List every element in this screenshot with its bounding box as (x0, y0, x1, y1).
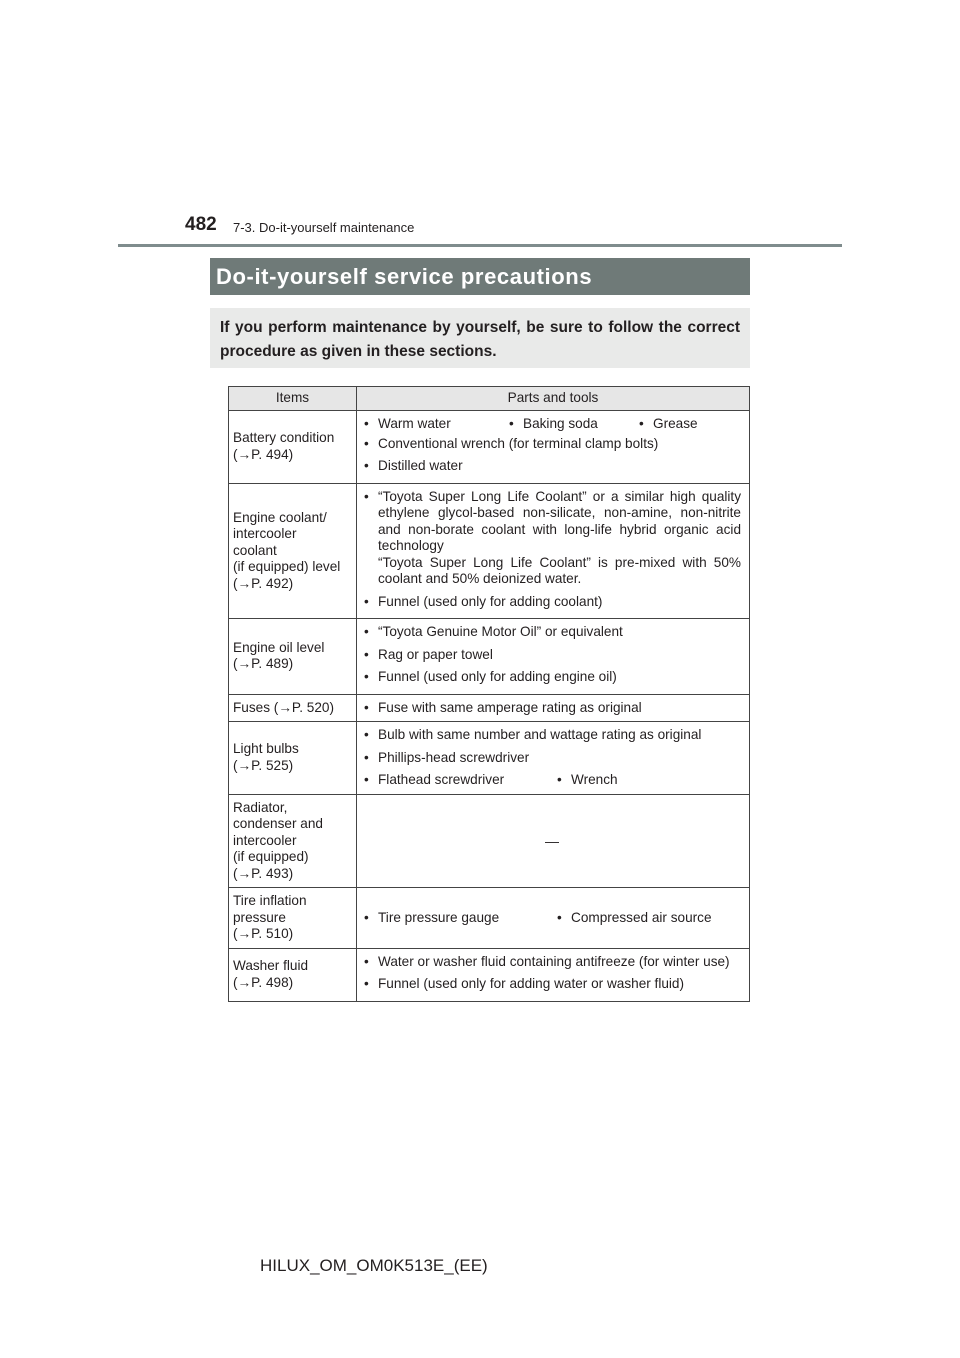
table-row-engine-coolant (229, 483, 750, 619)
tool-inline-row (363, 416, 741, 433)
page-number: 482 (185, 214, 217, 235)
tool-inline-row (363, 910, 741, 927)
table-header-row (229, 387, 750, 411)
section-label: 7-3. Do-it-yourself maintenance (233, 220, 415, 235)
tools-cell (357, 619, 750, 695)
tool-item: • Warm water (364, 416, 451, 431)
item-line: (→P. 492) (233, 575, 294, 591)
item-cell (229, 722, 357, 795)
item-line: (if equipped) (233, 849, 309, 864)
intro-note: If you perform maintenance by yourself, be sure to follow the correct procedure as given in these sections. (210, 308, 750, 368)
bullet-icon: • (364, 458, 369, 473)
tool-item: • Phillips-head screwdriver (364, 749, 530, 765)
bullet-icon: • (364, 669, 369, 684)
bullet-icon: • (364, 772, 369, 787)
item-cell (229, 411, 357, 484)
tool-inline-row (363, 772, 741, 789)
bullet-icon: • (364, 976, 369, 991)
bullet-icon: • (364, 749, 369, 765)
bullet-icon: • (364, 646, 369, 662)
table-row-fuses (229, 694, 750, 722)
item-cell (229, 483, 357, 619)
item-line: (→P. 493) (233, 865, 294, 881)
bullet-icon: • (557, 772, 562, 787)
not-applicable-dash: — (545, 832, 559, 849)
document-code: HILUX_OM_OM0K513E_(EE) (260, 1256, 488, 1275)
item-line: (→P. 494) (233, 446, 294, 462)
tool-item: • “Toyota Super Long Life Coolant” or a similar high quality ethylene glycol-based non-silicate, non-amine, non-nitrite and non-borate coolant with long-life hybrid organic acid technology “Toyota Super Long Life Coolant” is pre-mixed with 50% coolant and 50% deionized water. (364, 488, 741, 586)
bullet-icon: • (557, 909, 562, 925)
bullet-icon: • (364, 416, 369, 431)
item-cell (229, 948, 357, 1001)
item-line: intercooler (233, 526, 297, 541)
item-line: (→P. 510) (233, 926, 294, 941)
item-line: Engine oil level (233, 639, 325, 655)
bullet-icon: • (364, 435, 369, 451)
column-header-parts-and-tools: Parts and tools (357, 387, 750, 411)
tool-item: • Distilled water (364, 458, 463, 473)
item-cell (229, 619, 357, 695)
table-row-washer-fluid (229, 948, 750, 1001)
item-line: Light bulbs (233, 741, 299, 757)
bullet-icon: • (364, 699, 369, 715)
tool-item: • Rag or paper towel (364, 646, 493, 662)
item-cell (229, 888, 357, 949)
item-line: Fuses (→P. 520) (233, 699, 334, 715)
tool-item: • Funnel (used only for adding engine oil) (364, 669, 617, 684)
table-row-radiator (229, 794, 750, 888)
item-line: pressure (233, 909, 286, 925)
item-line: (→P. 489) (233, 656, 294, 672)
bullet-icon: • (364, 624, 369, 639)
tools-cell-empty (357, 794, 750, 888)
tool-item: • Compressed air source (557, 909, 712, 925)
item-line: (→P. 498) (233, 974, 294, 990)
tool-item: • Funnel (used only for adding water or washer fluid) (364, 976, 685, 991)
table-row-engine-oil (229, 619, 750, 695)
item-line: Battery condition (233, 430, 335, 446)
item-line: Radiator, (233, 799, 288, 815)
tool-item: • “Toyota Genuine Motor Oil” or equivalent (364, 624, 623, 639)
bullet-icon: • (639, 416, 644, 431)
table-row-battery (229, 411, 750, 484)
tools-cell (357, 483, 750, 619)
tools-cell (357, 411, 750, 484)
tool-item: • Baking soda (509, 416, 598, 431)
table-row-light-bulbs (229, 722, 750, 795)
item-line: (if equipped) level (233, 559, 341, 574)
item-line: Engine coolant/ (233, 509, 327, 525)
item-line: (→P. 525) (233, 757, 294, 773)
tool-item: • Funnel (used only for adding coolant) (364, 593, 603, 609)
tool-item: • Conventional wrench (for terminal clamp bolts) (364, 435, 659, 451)
bullet-icon: • (364, 727, 369, 742)
tools-cell (357, 888, 750, 949)
bullet-icon: • (364, 953, 369, 969)
item-line: condenser and (233, 816, 323, 831)
tool-item: • Fuse with same amperage rating as original (364, 699, 642, 715)
tool-item: • Tire pressure gauge (364, 909, 500, 925)
tools-cell (357, 948, 750, 1001)
tool-item: • Bulb with same number and wattage rating as original (364, 727, 702, 742)
bullet-icon: • (364, 488, 369, 504)
item-line: intercooler (233, 832, 297, 848)
parts-and-tools-table (228, 386, 750, 1002)
item-line: Tire inflation (233, 893, 307, 908)
page-title: Do-it-yourself service precautions (210, 258, 750, 295)
item-cell (229, 794, 357, 888)
tool-item: • Flathead screwdriver (364, 772, 505, 787)
table-row-tire-pressure (229, 888, 750, 949)
column-header-items: Items (229, 387, 357, 411)
tools-cell (357, 722, 750, 795)
tool-item: • Grease (639, 416, 698, 431)
item-cell (229, 694, 357, 722)
item-line: coolant (233, 542, 277, 558)
bullet-icon: • (509, 416, 514, 431)
bullet-icon: • (364, 593, 369, 609)
item-line: Washer fluid (233, 958, 309, 973)
tool-item: • Water or washer fluid containing antifreeze (for winter use) (364, 953, 730, 969)
bullet-icon: • (364, 909, 369, 925)
tool-item: • Wrench (557, 772, 618, 787)
header-rule (118, 244, 842, 247)
tools-cell (357, 694, 750, 722)
